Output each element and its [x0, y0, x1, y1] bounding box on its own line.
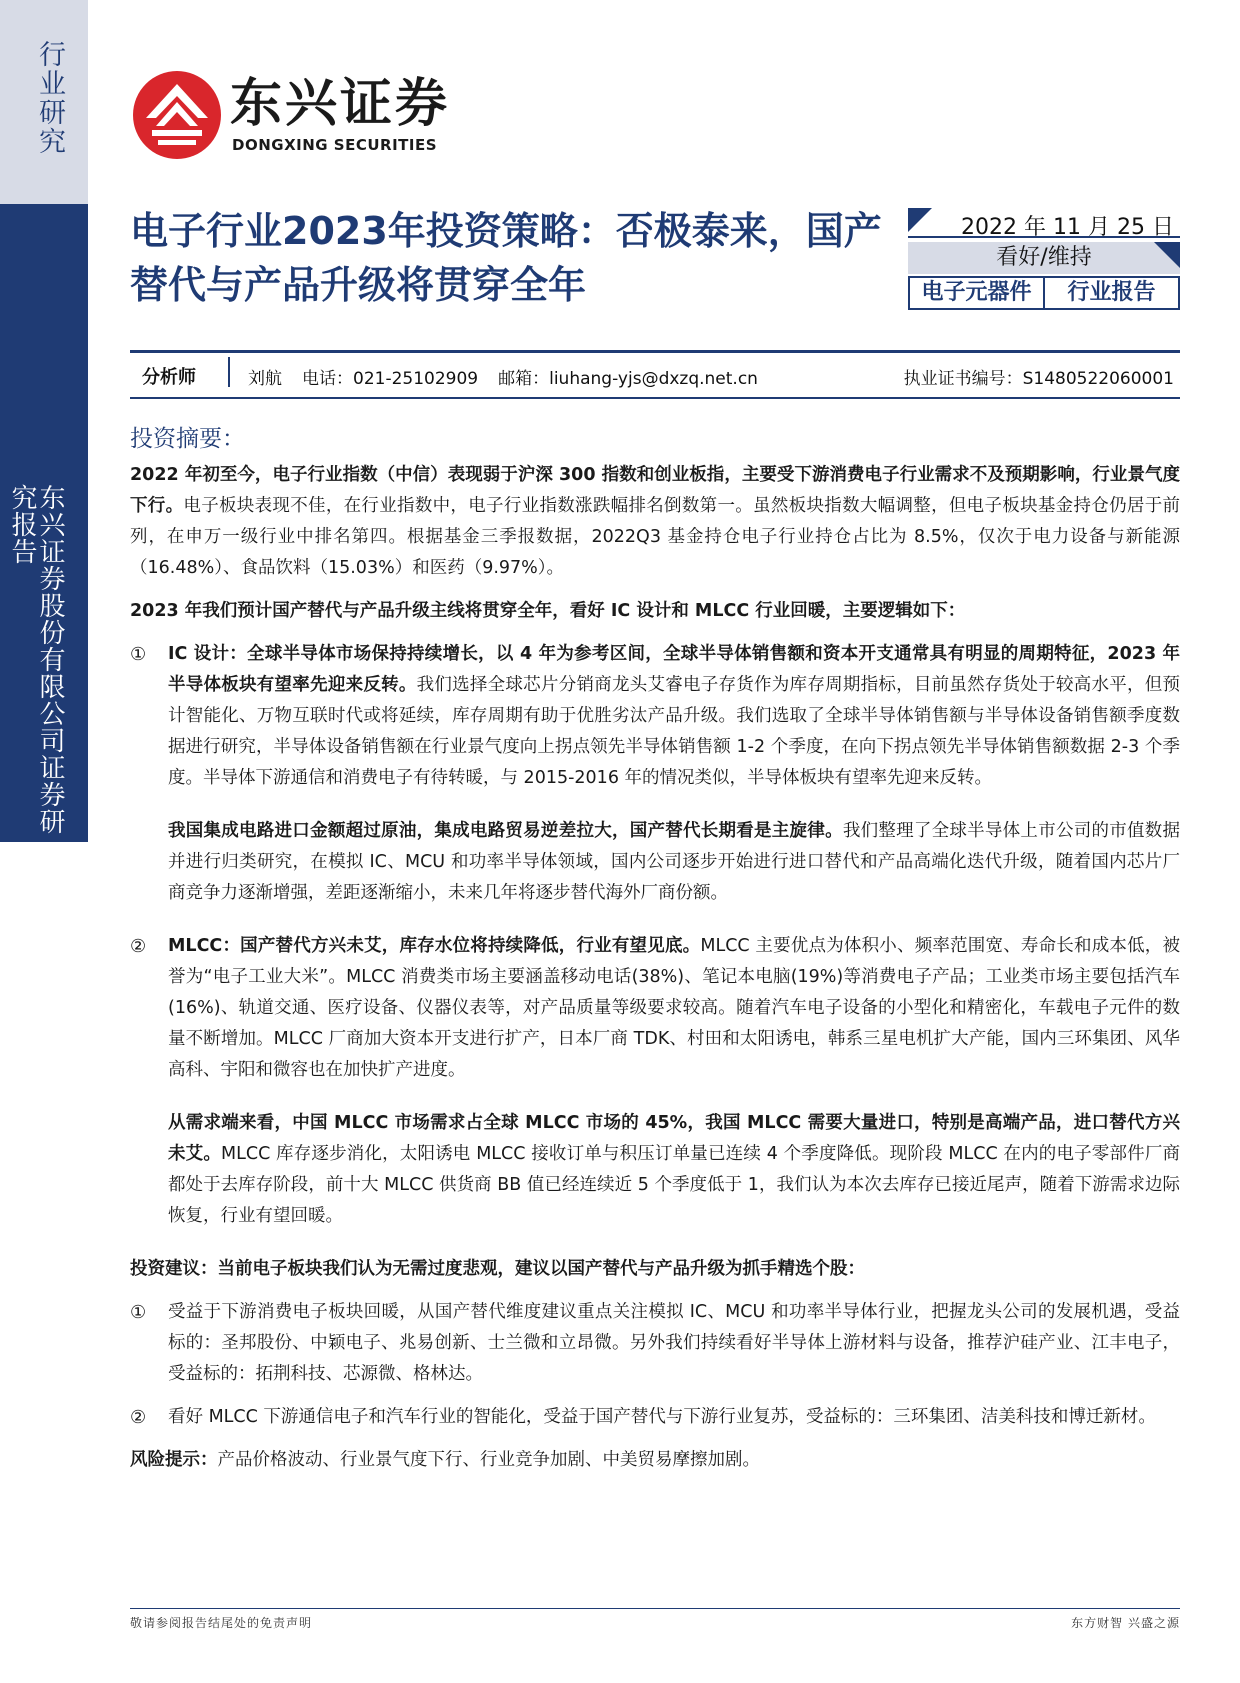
footer-disclaimer: 敬请参阅报告结尾处的免责声明	[130, 1616, 313, 1630]
logo-text-en: DONGXING SECURITIES	[232, 136, 438, 154]
report-body	[130, 460, 1180, 1476]
footer-divider	[130, 1608, 1180, 1609]
report-title: 电子行业2023年投资策略：否极泰来，国产替代与产品升级将贯穿全年	[130, 209, 882, 307]
summary-heading: 投资摘要：	[130, 426, 245, 452]
list-item: ① 受益于下游消费电子板块回暖，从国产替代维度建议重点关注模拟 IC、MCU 和功率半导体行业，把握龙头公司的发展机遇，受益标的：圣邦股份、中颖电子、兆易创新、士兰微和立昂微。另外我们持续看好半导体上游材料与设备，推荐沪硅产业、江丰电子，受益标的：拓荆科技、芯源微、格林达。	[130, 1302, 1180, 1384]
sidebar-top	[0, 0, 88, 204]
analyst-label: 分析师	[130, 363, 230, 389]
list-item: ② MLCC：国产替代方兴未艾，库存水位将持续降低，行业有望见底。MLCC 主要优点为体积小、频率范围宽、寿命长和成本低，被誉为“电子工业大米”。MLCC 消费类市场主要涵盖移动电话(38%)、笔记本电脑(19%)等消费电子产品；工业类市场主要包括汽车(16%)、轨道交通、医疗设备、仪器仪表等，对产品质量等级要求较高。随着汽车电子设备的小型化和精密化，车载电子元件的数量不断增加。MLCC 厂商加大资本开支进行扩产，日本厂商 TDK、村田和太阳诱电，韩系三星电机扩大产能，国内三环集团、风华高科、宇阳和微容也在加快扩产进度。	[130, 936, 1181, 1080]
divider	[130, 397, 1180, 399]
paragraph: 从需求端来看，中国 MLCC 市场需求占全球 MLCC 市场的 45%，我国 MLCC 需要大量进口，特别是高端产品，进口替代方兴未艾。MLCC 库存逐步消化，太阳诱电 MLCC 接收订单与积压订单量已连续 4 个季度降低。现阶段 MLCC 在内的电子零部件厂商都处于去库存阶段，前十大 MLCC 供货商 BB 值已经连续近 5 个季度低于 1，我们认为本次去库存已接近尾声，随着下游需求边际恢复，行业有望回暖。	[168, 1113, 1181, 1226]
analyst-name: 刘航	[248, 368, 282, 389]
analyst-cert: 执业证书编号：S1480522060001	[903, 368, 1174, 389]
report-info-box	[908, 208, 1180, 310]
paragraph: 2022 年初至今，电子行业指数（中信）表现弱于沪深 300 指数和创业板指，主要受下游消费电子行业需求不及预期影响，行业景气度下行。电子板块表现不佳，在行业指数中，电子行业指数涨跌幅排名倒数第一。虽然板块指数大幅调整，但电子板块基金持仓仍居于前列，在申万一级行业中排名第四。根据基金三季报数据，2022Q3 基金持仓电子行业持仓占比为 8.5%，仅次于电力设备与新能源（16.48%）、食品饮料（15.03%）和医药（9.97%）。	[130, 465, 1180, 578]
report-date: 2022 年 11 月 25 日	[961, 215, 1174, 240]
list-item: ① IC 设计：全球半导体市场保持持续增长，以 4 年为参考区间，全球半导体销售额和资本开支通常具有明显的周期特征，2023 年半导体板块有望率先迎来反转。我们选择全球芯片分销商龙头艾睿电子存货作为库存周期指标，目前虽然存货处于较高水平，但预计智能化、万物互联时代或将延续，库存周期有助于优胜劣汰产品升级。我们选取了全球半导体销售额与半导体设备销售额季度数据进行研究，半导体设备销售额在行业景气度向上拐点领先半导体销售额 1-2 个季度，在向下拐点领先半导体销售额数据 2-3 个季度。半导体下游通信和消费电子有待转暖，与 2015-2016 年的情况类似，半导体板块有望率先迎来反转。	[130, 644, 1180, 788]
risk-paragraph: 风险提示：产品价格波动、行业景气度下行、行业竞争加剧、中美贸易摩擦加剧。	[130, 1450, 760, 1470]
date-row	[908, 208, 1180, 238]
sidebar-bottom	[0, 204, 88, 842]
paragraph: 我国集成电路进口金额超过原油，集成电路贸易逆差拉大，国产替代长期看是主旋律。我们整理了全球半导体上市公司的市值数据并进行归类研究，在模拟 IC、MCU 和功率半导体领域，国内公司逐步开始进行进口替代和产品高端化迭代升级，随着国内芯片厂商竞争力逐渐增强，差距逐渐缩小，未来几年将逐步替代海外厂商份额。	[168, 821, 1181, 903]
logo-mark-icon	[132, 70, 222, 160]
logo-text-cn: 东兴证券	[230, 74, 451, 134]
divider	[130, 350, 1180, 353]
tags-row	[908, 276, 1180, 310]
tag-industry: 电子元器件	[910, 278, 1045, 308]
sidebar-bottom-label: 东兴证券股份有限公司证券研究报告	[7, 484, 65, 835]
list-item: ② 看好 MLCC 下游通信电子和汽车行业的智能化，受益于国产替代与下游行业复苏，受益标的：三环集团、洁美科技和博迁新材。	[130, 1407, 1156, 1428]
investment-advice-heading: 投资建议：当前电子板块我们认为无需过度悲观，建议以国产替代与产品升级为抓手精选个股：	[130, 1259, 865, 1279]
analyst-email: 邮箱：liuhang-yjs@dxzq.net.cn	[498, 368, 758, 389]
rating-text: 看好/维持	[996, 245, 1092, 270]
tag-report-type: 行业报告	[1067, 280, 1156, 305]
analyst-phone: 电话：021-25102909	[302, 368, 479, 389]
corner-triangle-icon	[908, 208, 932, 232]
footer-slogan: 东方财智 兴盛之源	[1071, 1616, 1180, 1630]
corner-triangle-icon	[1154, 242, 1180, 268]
analyst-row	[130, 356, 1180, 396]
paragraph: 2023 年我们预计国产替代与产品升级主线将贯穿全年，看好 IC 设计和 MLCC 行业回暖，主要逻辑如下：	[130, 601, 966, 621]
sidebar-top-label: 行业研究	[34, 40, 65, 156]
rating-row	[908, 242, 1180, 274]
